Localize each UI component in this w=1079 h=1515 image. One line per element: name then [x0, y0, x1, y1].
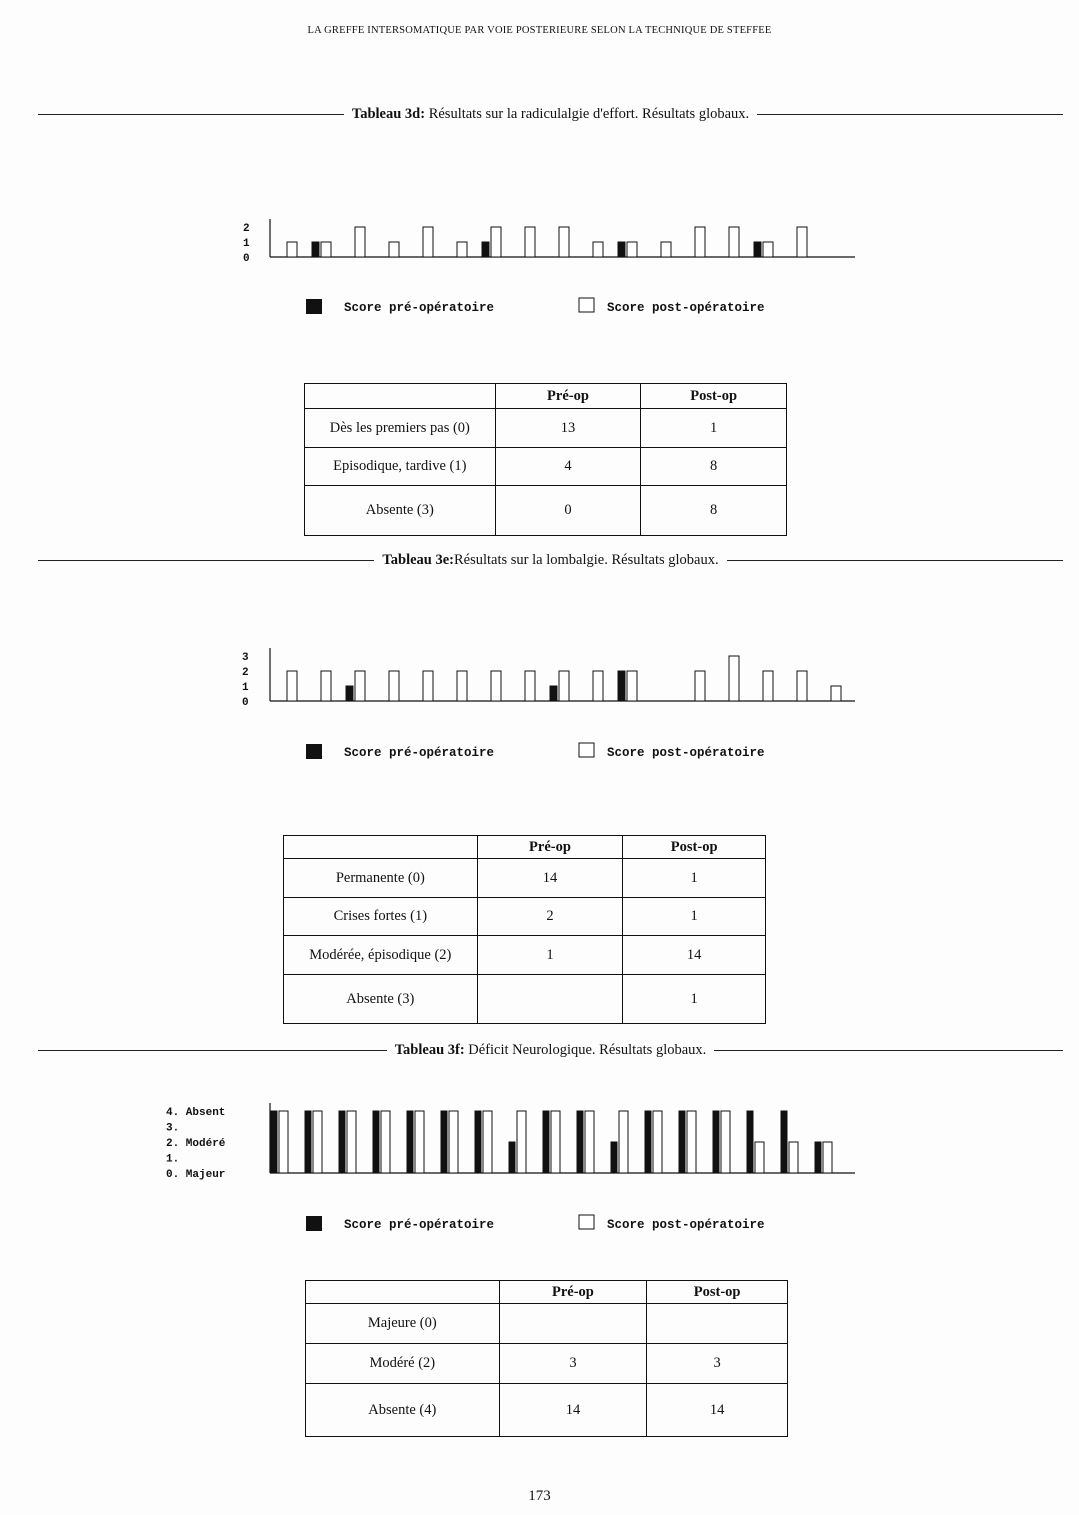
table-row — [305, 409, 787, 448]
row-label: Absente (3) — [284, 975, 478, 1024]
bar-post-op — [797, 671, 807, 701]
page-number: 173 — [528, 1488, 551, 1504]
bar-post-op — [517, 1111, 526, 1173]
bar-post-op — [831, 686, 841, 701]
bar-post-op — [415, 1111, 424, 1173]
bar-pre-op — [713, 1111, 719, 1173]
bar-pre-op — [543, 1111, 549, 1173]
table-3d-title — [38, 104, 1063, 124]
bar-pre-op — [312, 242, 319, 257]
header-cell: Pré-op — [495, 384, 641, 409]
caption-label: Tableau 3e: — [382, 551, 454, 568]
bar-post-op — [653, 1111, 662, 1173]
bar-post-op — [661, 242, 671, 257]
bar-post-op — [823, 1142, 832, 1173]
bar-post-op — [763, 671, 773, 701]
cell-post: 8 — [641, 448, 787, 486]
title-rule-left — [38, 1050, 387, 1051]
bar-post-op — [755, 1142, 764, 1173]
table-row — [284, 898, 766, 936]
bar-post-op — [763, 242, 773, 257]
caption-label: Tableau 3d: — [351, 105, 426, 122]
bar-pre-op — [271, 1111, 277, 1173]
row-label: Absente (3) — [305, 486, 496, 536]
header-cell: Pré-op — [477, 836, 623, 859]
y-tick-label: 1 — [243, 238, 250, 250]
y-tick-label: 1. — [166, 1153, 180, 1166]
cell-post: 1 — [623, 975, 766, 1024]
bar-post-op — [525, 671, 535, 701]
row-label: Episodique, tardive (1) — [305, 448, 496, 486]
bar-post-op — [729, 656, 739, 701]
bar-post-op — [491, 671, 501, 701]
y-tick-label: 3 — [242, 652, 249, 664]
y-tick-label: 0 — [242, 697, 249, 709]
bar-pre-op — [781, 1111, 787, 1173]
bar-post-op — [789, 1142, 798, 1173]
bar-pre-op — [475, 1111, 481, 1173]
header-cell — [284, 836, 478, 859]
bar-pre-op — [339, 1111, 345, 1173]
bar-post-op — [593, 242, 603, 257]
title-rule-left — [38, 560, 374, 561]
bar-post-op — [321, 671, 331, 701]
bar-pre-op — [305, 1111, 311, 1173]
bar-post-op — [721, 1111, 730, 1173]
table-row — [305, 448, 787, 486]
caption-text: Résultats sur la lombalgie. Résultats globaux. — [454, 551, 719, 568]
y-tick-label: 0 — [243, 253, 250, 265]
cell-pre: 14 — [499, 1384, 647, 1437]
bar-pre-op — [679, 1111, 685, 1173]
cell-pre — [477, 975, 623, 1024]
cell-post: 14 — [647, 1384, 788, 1437]
bar-post-op — [559, 227, 569, 257]
bar-post-op — [287, 671, 297, 701]
bar-post-op — [627, 242, 637, 257]
row-label: Crises fortes (1) — [284, 898, 478, 936]
table-row — [306, 1344, 788, 1384]
y-tick-label: 1 — [242, 682, 249, 694]
legend-label-pre: Score pré-opératoire — [344, 301, 495, 315]
bar-post-op — [389, 671, 399, 701]
legend-swatch-post — [579, 1215, 594, 1229]
bar-post-op — [313, 1111, 322, 1173]
table-row — [306, 1304, 788, 1344]
bar-post-op — [551, 1111, 560, 1173]
bar-post-op — [729, 227, 739, 257]
bar-post-op — [347, 1111, 356, 1173]
caption-text: Déficit Neurologique. Résultats globaux. — [464, 1041, 707, 1058]
cell-pre: 1 — [477, 936, 623, 975]
bar-post-op — [585, 1111, 594, 1173]
row-label: Modérée, épisodique (2) — [284, 936, 478, 975]
bar-post-op — [355, 227, 365, 257]
bar-post-op — [423, 227, 433, 257]
bar-post-op — [483, 1111, 492, 1173]
title-rule-right — [714, 1050, 1063, 1051]
y-tick-label: 2 — [243, 223, 250, 235]
row-label: Permanente (0) — [284, 859, 478, 898]
y-tick-label: 2 — [242, 667, 249, 679]
running-title: LA GREFFE INTERSOMATIQUE PAR VOIE POSTERIEURE SELON LA TECHNIQUE DE STEFFEE — [307, 25, 772, 36]
table-row — [284, 936, 766, 975]
bar-pre-op — [550, 686, 557, 701]
table-row — [305, 486, 787, 536]
cell-pre: 2 — [477, 898, 623, 936]
bar-post-op — [355, 671, 365, 701]
legend-label-pre: Score pré-opératoire — [344, 1218, 495, 1232]
cell-post: 3 — [647, 1344, 788, 1384]
bar-pre-op — [815, 1142, 821, 1173]
table-3e — [283, 835, 766, 1024]
title-rule-right — [757, 114, 1063, 115]
cell-post: 8 — [641, 486, 787, 536]
bar-post-op — [559, 671, 569, 701]
cell-post: 1 — [641, 409, 787, 448]
caption — [344, 106, 757, 123]
bar-pre-op — [618, 242, 625, 257]
table-header-row — [305, 384, 787, 409]
header-cell: Pré-op — [499, 1281, 647, 1304]
bar-post-op — [619, 1111, 628, 1173]
header-cell: Post-op — [647, 1281, 788, 1304]
table-3d — [304, 383, 787, 536]
row-label: Modéré (2) — [306, 1344, 500, 1384]
cell-pre: 3 — [499, 1344, 647, 1384]
bar-post-op — [627, 671, 637, 701]
y-tick-label: 4. Absent — [166, 1107, 226, 1119]
y-tick-label: 2. Modéré — [166, 1138, 226, 1150]
bar-post-op — [457, 242, 467, 257]
bar-post-op — [279, 1111, 288, 1173]
bar-pre-op — [747, 1111, 753, 1173]
legend-swatch-post — [579, 298, 594, 312]
bar-pre-op — [645, 1111, 651, 1173]
legend-swatch-post — [579, 743, 594, 757]
row-label: Absente (4) — [306, 1384, 500, 1437]
bar-pre-op — [407, 1111, 413, 1173]
bar-pre-op — [577, 1111, 583, 1173]
bar-pre-op — [482, 242, 489, 257]
table-row — [306, 1384, 788, 1437]
bar-post-op — [695, 671, 705, 701]
title-rule-right — [727, 560, 1063, 561]
legend-label-post: Score post-opératoire — [607, 1218, 765, 1232]
cell-post: 1 — [623, 859, 766, 898]
cell-post — [647, 1304, 788, 1344]
header-cell: Post-op — [641, 384, 787, 409]
bar-post-op — [381, 1111, 390, 1173]
table-header-row — [284, 836, 766, 859]
table-row — [284, 859, 766, 898]
cell-pre — [499, 1304, 647, 1344]
bar-pre-op — [346, 686, 353, 701]
bar-pre-op — [441, 1111, 447, 1173]
legend-label-pre: Score pré-opératoire — [344, 746, 495, 760]
table-row — [284, 975, 766, 1024]
caption-text: Résultats sur la radiculalgie d'effort. Résultats globaux. — [425, 105, 750, 122]
legend-label-post: Score post-opératoire — [607, 301, 765, 315]
caption-label: Tableau 3f: — [394, 1041, 465, 1058]
legend-swatch-pre — [306, 299, 322, 314]
bar-post-op — [695, 227, 705, 257]
caption — [374, 552, 726, 569]
table-3f-title — [38, 1040, 1063, 1060]
row-label: Majeure (0) — [306, 1304, 500, 1344]
bar-pre-op — [373, 1111, 379, 1173]
bar-pre-op — [611, 1142, 617, 1173]
header-cell: Post-op — [623, 836, 766, 859]
title-rule-left — [38, 114, 344, 115]
y-tick-label: 3. — [166, 1122, 180, 1135]
cell-post: 14 — [623, 936, 766, 975]
bar-post-op — [449, 1111, 458, 1173]
bar-post-op — [491, 227, 501, 257]
bar-pre-op — [509, 1142, 515, 1173]
cell-pre: 0 — [495, 486, 641, 536]
bar-pre-op — [618, 671, 625, 701]
bar-post-op — [525, 227, 535, 257]
bar-pre-op — [754, 242, 761, 257]
bar-post-op — [321, 242, 331, 257]
cell-post: 1 — [623, 898, 766, 936]
table-header-row — [306, 1281, 788, 1304]
y-tick-label: 0. Majeur — [166, 1169, 226, 1181]
header-cell — [306, 1281, 500, 1304]
table-3e-title — [38, 550, 1063, 570]
legend-label-post: Score post-opératoire — [607, 746, 765, 760]
bar-post-op — [423, 671, 433, 701]
bar-post-op — [389, 242, 399, 257]
legend-swatch-pre — [306, 744, 322, 759]
bar-post-op — [457, 671, 467, 701]
caption — [387, 1042, 715, 1059]
row-label: Dès les premiers pas (0) — [305, 409, 496, 448]
header-cell — [305, 384, 496, 409]
cell-pre: 14 — [477, 859, 623, 898]
legend-swatch-pre — [306, 1216, 322, 1231]
cell-pre: 13 — [495, 409, 641, 448]
bar-post-op — [287, 242, 297, 257]
table-3f — [305, 1280, 788, 1437]
bar-post-op — [797, 227, 807, 257]
bar-post-op — [593, 671, 603, 701]
bar-post-op — [687, 1111, 696, 1173]
cell-pre: 4 — [495, 448, 641, 486]
